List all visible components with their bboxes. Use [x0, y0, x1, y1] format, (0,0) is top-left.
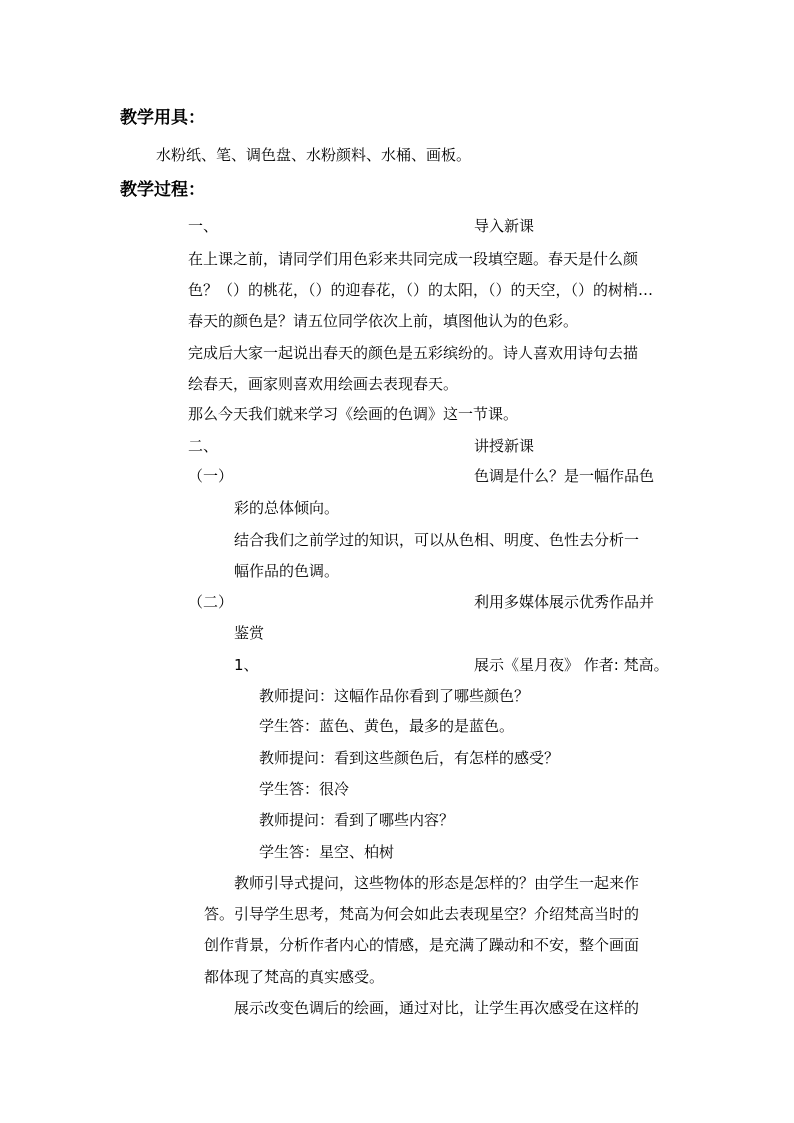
sub2-number: （二） [188, 593, 234, 611]
item1-title: 展示《星月夜》 作者: 梵高。 [474, 656, 669, 674]
dialog-line: 教师提问：这幅作品你看到了哪些颜色？ [259, 687, 530, 705]
part2-title: 讲授新课 [474, 437, 535, 455]
dialog-line: 学生答：蓝色、黄色，最多的是蓝色。 [259, 717, 515, 735]
part1-line: 完成后大家一起说出春天的颜色是五彩缤纷的。诗人喜欢用诗句去描 [188, 344, 639, 362]
tools-heading: 教学用具： [120, 108, 205, 128]
para1-line: 教师引导式提问，这些物体的形态是怎样的？由学生一起来作 [234, 874, 640, 892]
part1-line: 春天的颜色是？请五位同学依次上前，填图他认为的色彩。 [188, 312, 579, 330]
process-heading: 教学过程： [120, 180, 205, 200]
part1-line: 在上课之前，请同学们用色彩来共同完成一段填空题。春天是什么颜 [188, 250, 639, 268]
sub1-number: （一） [188, 467, 234, 485]
sub1-line: 幅作品的色调。 [234, 562, 340, 580]
part1-number: 一、 [188, 217, 219, 235]
part1-line: 色？（）的桃花，（）的迎春花，（）的太阳，（）的天空，（）的树梢… [188, 281, 654, 299]
tools-text: 水粉纸、笔、调色盘、水粉颜料、水桶、画板。 [156, 146, 472, 164]
sub2-title: 利用多媒体展示优秀作品并 [474, 593, 655, 611]
part2-number: 二、 [188, 437, 219, 455]
part1-title: 导入新课 [474, 217, 535, 235]
item1-number: 1、 [234, 656, 259, 674]
part1-line: 那么今天我们就来学习《绘画的色调》这一节课。 [188, 405, 519, 423]
sub1-line: 结合我们之前学过的知识，可以从色相、明度、色性去分析一 [234, 531, 640, 549]
para2-line: 展示改变色调后的绘画，通过对比，让学生再次感受在这样的 [234, 999, 640, 1017]
dialog-line: 学生答：星空、柏树 [259, 843, 395, 861]
dialog-line: 教师提问：看到了哪些内容？ [259, 811, 455, 829]
para1-line: 答。引导学生思考，梵高为何会如此去表现星空？介绍梵高当时的 [204, 905, 640, 923]
dialog-line: 学生答：很冷 [259, 780, 350, 798]
sub2-continuation: 鉴赏 [234, 624, 265, 642]
para1-line: 创作背景，分析作者内心的情感，是充满了躁动和不安，整个画面 [204, 936, 640, 954]
para1-line: 都体现了梵高的真实感受。 [204, 968, 385, 986]
part1-line: 绘春天，画家则喜欢用绘画去表现春天。 [188, 375, 459, 393]
sub1-continuation: 彩的总体倾向。 [234, 499, 340, 517]
dialog-line: 教师提问：看到这些颜色后，有怎样的感受？ [259, 749, 560, 767]
sub1-title: 色调是什么？是一幅作品色 [474, 467, 655, 485]
